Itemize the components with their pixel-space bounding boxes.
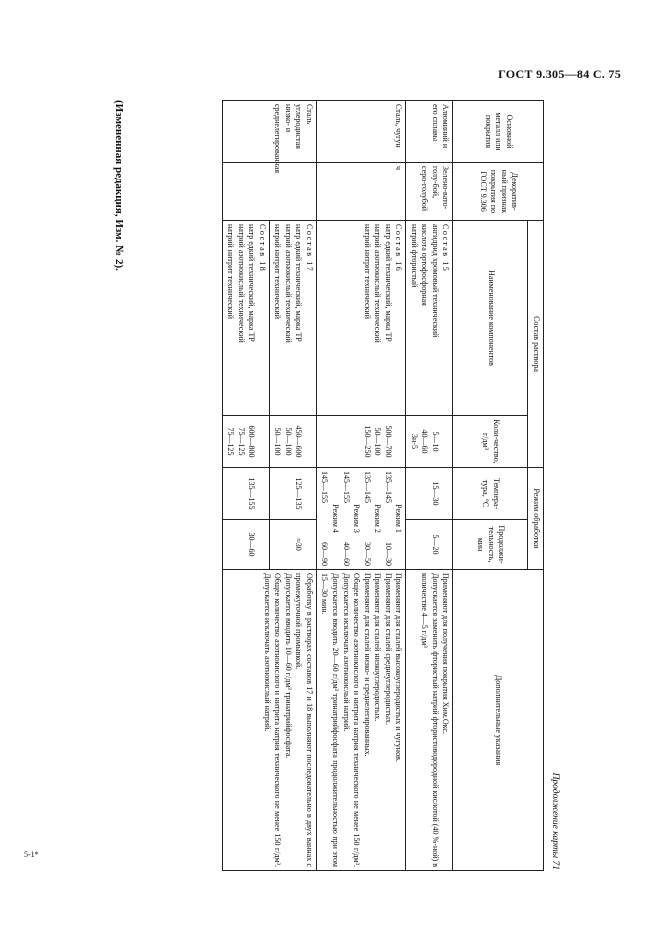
decor-cell: ч bbox=[316, 163, 405, 221]
modes-cell bbox=[316, 468, 405, 570]
header-qty: Коли-чество, г/дм³ bbox=[453, 416, 528, 468]
note-text: Допускается заменить фтористый натрий фтористоводородной кислотой (40 %-ной) в количестве 4—5 г/дм³ bbox=[420, 573, 440, 868]
qty-cell bbox=[222, 416, 269, 468]
temp-value: 135—155 bbox=[247, 477, 257, 510]
component-name: натр едкий технический, марка ТР bbox=[383, 224, 393, 342]
table-row bbox=[406, 101, 453, 871]
components-cell bbox=[406, 221, 453, 416]
mode-duration: 30—50 bbox=[362, 542, 372, 567]
page-mark: 5-1* bbox=[24, 850, 39, 859]
mode-name: Режим 4 bbox=[330, 504, 340, 533]
treatment-table bbox=[222, 100, 544, 871]
qty-value: 5—10 bbox=[430, 431, 440, 452]
note-text: Допускается вводить 20—60 г/дм³ тринатрийфосфата продолжительностью при этом 15—30 мин. bbox=[320, 573, 340, 868]
decor-cell: Зелено-вато-голу-бой, серо-голубой bbox=[406, 163, 453, 221]
duration-cell bbox=[269, 520, 316, 570]
duration-value: 30—60 bbox=[247, 532, 257, 557]
composition-title: Состав 16 bbox=[394, 224, 404, 273]
header-components: Наименование компонентов bbox=[453, 221, 528, 416]
qty-cell bbox=[269, 416, 316, 468]
qty-value: 75—125 bbox=[236, 427, 246, 456]
metal-cell: Алюминий и его сплавы bbox=[406, 101, 453, 163]
qty-value: 500—700 bbox=[383, 425, 393, 458]
header-decor: Декоратив-ный признак покрытия по ГОСТ 9.306 bbox=[453, 163, 544, 221]
header-mode: Режим обработки bbox=[528, 468, 544, 570]
note-text: Применяют для сталей среднеуглеродистых. bbox=[383, 573, 393, 726]
note-text: Общее количество азотнокислого и нитрита натрия технического не менее 150 г/дм³. Допускается исключать азотнокислый натрий. bbox=[262, 573, 283, 868]
component-name: ангидрид хромовый технический bbox=[430, 224, 440, 338]
qty-value: 40—60 bbox=[420, 429, 430, 454]
qty-value: 3н-5 bbox=[409, 434, 419, 449]
composition-title: Состав 17 bbox=[304, 224, 314, 273]
qty-value: 150—250 bbox=[362, 425, 372, 458]
duration-value: ≈30 bbox=[294, 538, 304, 551]
duration-cell bbox=[406, 520, 453, 570]
header-notes: Дополнительные указания bbox=[453, 570, 544, 871]
duration-cell bbox=[222, 520, 269, 570]
note-text: Применяют для сталей высокоуглеродистых и чугунов. bbox=[394, 573, 404, 762]
notes-cell bbox=[222, 570, 316, 871]
composition-title: Состав 18 bbox=[257, 224, 267, 273]
composition-title: Состав 15 bbox=[441, 224, 451, 273]
mode-temp: 135—145 bbox=[362, 471, 372, 504]
header-solution: Состав раствора bbox=[528, 221, 544, 468]
mode-block bbox=[340, 471, 361, 566]
notes-cell bbox=[406, 570, 453, 871]
note-text: Общее количество азотнокислого и нитрита натрия технического не менее 150 г/дм³. Допускается исключать азотнокислый натрий. bbox=[341, 573, 362, 868]
metal-cell: Сталь, чугун bbox=[316, 101, 405, 163]
header-row-1 bbox=[528, 101, 544, 871]
qty-value: 75—125 bbox=[226, 427, 236, 456]
component-name: натр едкий технический, марка ТР bbox=[247, 224, 257, 342]
amendment-note: (Измененная редакция, Изм. № 2). bbox=[113, 100, 125, 271]
table-row bbox=[316, 101, 405, 871]
page-header: ГОСТ 9.305—84 С. 75 bbox=[498, 67, 621, 81]
qty-value: 50—100 bbox=[283, 427, 293, 456]
mode-block bbox=[361, 471, 382, 566]
component-name: натрий нитрит технический bbox=[273, 224, 283, 319]
header-metal: Основной металл или покрытия bbox=[453, 101, 544, 163]
components-cell bbox=[222, 221, 269, 416]
mode-temp: 145—155 bbox=[320, 471, 330, 504]
component-name: кислота ортофосфорная bbox=[420, 224, 430, 306]
mode-temp: 145—155 bbox=[341, 471, 351, 504]
duration-value: 5—20 bbox=[430, 534, 440, 555]
component-name: натрий нитрит технический bbox=[226, 224, 236, 319]
mode-duration: 40—60 bbox=[341, 542, 351, 567]
table-row bbox=[269, 101, 316, 871]
metal-cell: Сталь углеродистая низко- и среднелегированная bbox=[222, 101, 316, 163]
temp-cell bbox=[406, 468, 453, 520]
mode-block bbox=[382, 471, 403, 566]
component-name: натрий нитрит технический bbox=[362, 224, 372, 319]
qty-value: 50—100 bbox=[273, 427, 283, 456]
components-cell bbox=[269, 221, 316, 416]
note-text: Применяют для сталей низкоуглеродистых. bbox=[373, 573, 383, 722]
qty-cell bbox=[406, 416, 453, 468]
mode-name: Режим 1 bbox=[394, 504, 404, 533]
qty-cell bbox=[316, 416, 405, 468]
qty-value: 450—600 bbox=[294, 425, 304, 458]
continuation-label: Продолжение карты 71 bbox=[550, 772, 560, 870]
component-name: натрий азотнокислый технический bbox=[283, 224, 293, 343]
note-text: Применяют для получения покрытия Хим.Окс. bbox=[441, 573, 451, 734]
mode-duration: 60—90 bbox=[320, 542, 330, 567]
component-name: натрий азотнокислый технический bbox=[373, 224, 383, 343]
temp-value: 125—135 bbox=[294, 477, 304, 510]
note-text: Применяют для сталей низко- и среднелегированных. bbox=[362, 573, 372, 757]
header-duration: Продолжи-тельность, мин bbox=[453, 520, 528, 570]
temp-cell bbox=[269, 468, 316, 520]
temp-value: 15—30 bbox=[430, 481, 440, 506]
mode-name: Режим 2 bbox=[373, 504, 383, 533]
components-cell bbox=[316, 221, 405, 416]
mode-duration: 10—30 bbox=[383, 542, 393, 567]
component-name: натрий азотнокислый технический bbox=[236, 224, 246, 343]
temp-cell bbox=[222, 468, 269, 520]
component-name: натр едкий технический, марка ТР bbox=[294, 224, 304, 342]
decor-cell bbox=[222, 163, 316, 221]
notes-cell bbox=[316, 570, 405, 871]
note-text: Обработку в растворах составов 17 и 18 выполняют последовательно в двух ваннах с промежуточной промывкой. bbox=[294, 573, 314, 868]
component-name: натрий фтористый bbox=[409, 224, 419, 288]
rotated-sheet bbox=[106, 100, 560, 870]
mode-block bbox=[319, 471, 340, 566]
mode-temp: 135—145 bbox=[383, 471, 393, 504]
note-text: Допускается вводить 10—60 г/дм³ тринатрийфосфата. bbox=[283, 573, 293, 759]
mode-name: Режим 3 bbox=[352, 504, 362, 533]
header-temp: Темпера-тура, °С bbox=[453, 468, 528, 520]
qty-value: 600—800 bbox=[247, 425, 257, 458]
qty-value: 50—100 bbox=[373, 427, 383, 456]
